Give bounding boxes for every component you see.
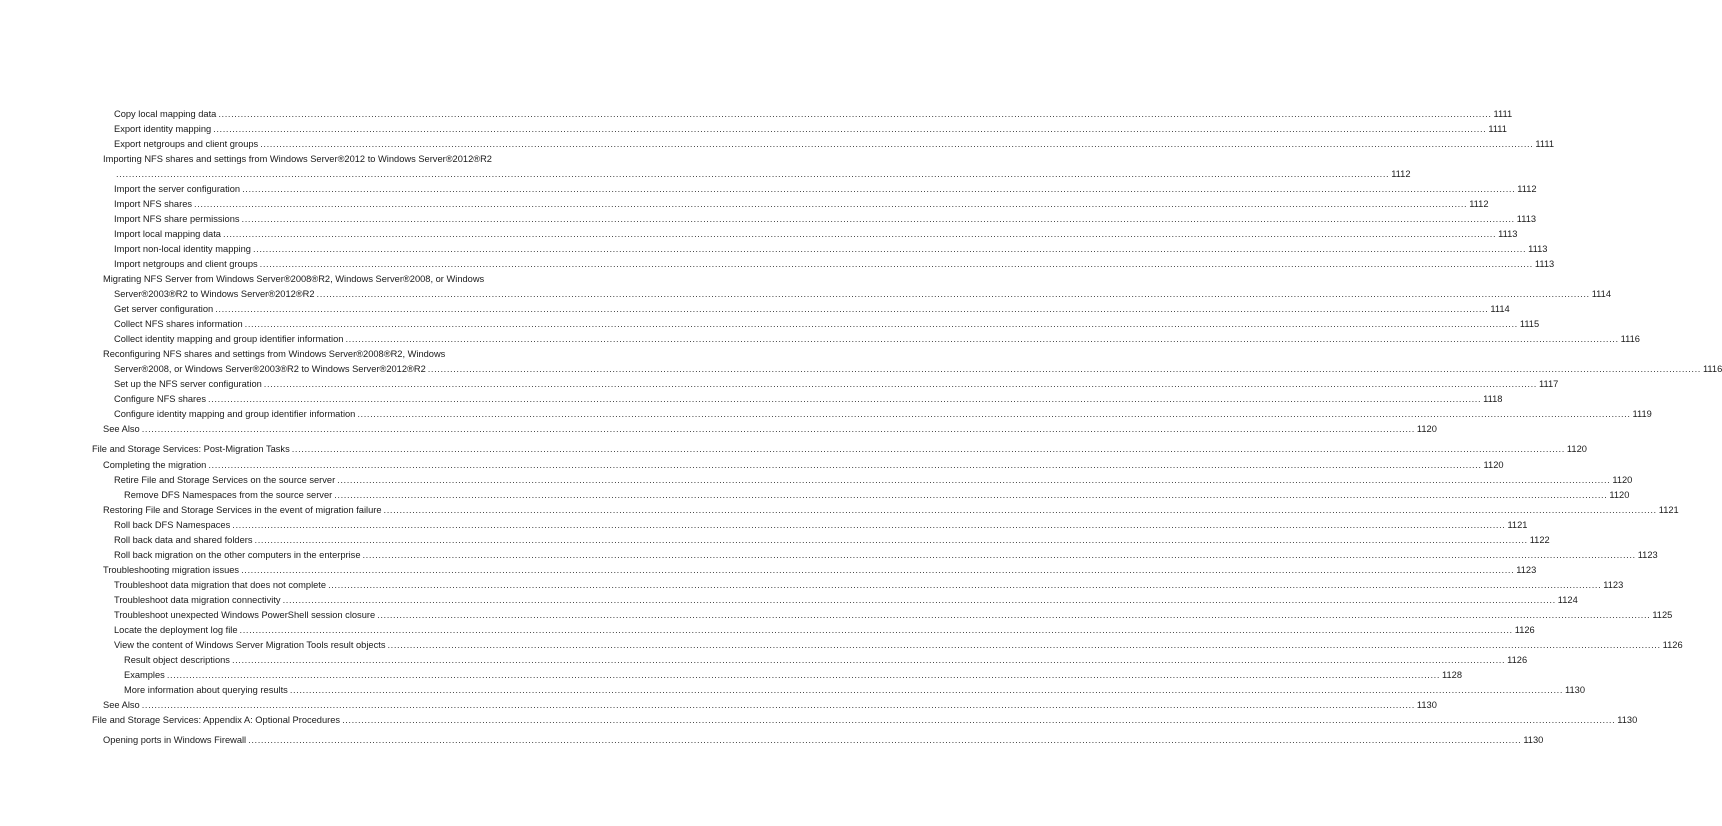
dot-leader: ................................................................................................................................................................................................................................................................................................................................................................................................................ bbox=[357, 409, 1631, 420]
dot-leader: ................................................................................................................................................................................................................................................................................................................................................................................................................ bbox=[289, 684, 1563, 695]
toc-entry-title: Import NFS shares bbox=[114, 199, 193, 210]
toc-page-number: 1121 bbox=[1658, 504, 1679, 515]
toc-page-number: 1113 bbox=[1534, 259, 1555, 270]
toc-entry[interactable] bbox=[103, 423, 1437, 436]
dot-leader: ................................................................................................................................................................................................................................................................................................................................................................................................................ bbox=[316, 289, 1590, 300]
dot-leader: ................................................................................................................................................................................................................................................................................................................................................................................................................ bbox=[141, 699, 1415, 710]
toc-entry-title: Set up the NFS server configuration bbox=[114, 379, 262, 390]
toc-entry-title: Opening ports in Windows Firewall bbox=[103, 734, 247, 745]
toc-entry[interactable] bbox=[92, 714, 1638, 727]
dot-leader: ................................................................................................................................................................................................................................................................................................................................................................................................................ bbox=[215, 304, 1489, 315]
toc-entry-title: Retire File and Storage Services on the source server bbox=[114, 474, 336, 485]
dot-leader: ................................................................................................................................................................................................................................................................................................................................................................................................................ bbox=[232, 519, 1506, 530]
toc-entry[interactable] bbox=[124, 669, 1463, 682]
toc-entry[interactable] bbox=[114, 549, 1658, 562]
toc-entry[interactable] bbox=[114, 318, 1540, 331]
toc-page-number: 1116 bbox=[1620, 334, 1640, 345]
toc-entry[interactable] bbox=[114, 228, 1518, 241]
toc-page-number: 1120 bbox=[1609, 489, 1630, 500]
toc-entry-title: Completing the migration bbox=[103, 459, 207, 470]
toc-entry[interactable] bbox=[114, 108, 1513, 121]
toc-entry-title: View the content of Windows Server Migration Tools result objects bbox=[114, 639, 386, 650]
toc-entry[interactable] bbox=[124, 684, 1585, 697]
toc-entry-title: See Also bbox=[103, 424, 140, 435]
dot-leader: ................................................................................................................................................................................................................................................................................................................................................................................................................ bbox=[252, 244, 1527, 255]
toc-entry[interactable] bbox=[103, 504, 1679, 517]
toc-entry-title: Server®2008, or Windows Server®2003®R2 to Windows Server®2012®R2 bbox=[114, 364, 426, 375]
toc-page-number: 1113 bbox=[1516, 214, 1537, 225]
toc-entry-title: Result object descriptions bbox=[124, 654, 230, 665]
toc-entry[interactable] bbox=[114, 138, 1555, 151]
toc-page-number: 1122 bbox=[1529, 534, 1550, 545]
dot-leader: ................................................................................................................................................................................................................................................................................................................................................................................................................ bbox=[222, 229, 1497, 240]
dot-leader: ................................................................................................................................................................................................................................................................................................................................................................................................................ bbox=[218, 109, 1492, 119]
toc-entry-title: Remove DFS Namespaces from the source server bbox=[124, 489, 333, 500]
toc-page-number: 1130 bbox=[1617, 714, 1638, 725]
dot-leader: ................................................................................................................................................................................................................................................................................................................................................................................................................ bbox=[377, 609, 1651, 620]
toc-entry-title: Configure NFS shares bbox=[114, 394, 206, 405]
dot-leader: ................................................................................................................................................................................................................................................................................................................................................................................................................ bbox=[166, 669, 1441, 680]
dot-leader: ................................................................................................................................................................................................................................................................................................................................................................................................................ bbox=[337, 474, 1611, 485]
toc-entry[interactable] bbox=[114, 534, 1550, 547]
toc-entry[interactable] bbox=[114, 579, 1624, 592]
toc-page-number: 1111 bbox=[1535, 139, 1555, 149]
toc-entry-title: Import non-local identity mapping bbox=[114, 244, 251, 255]
toc-entry-title: Restoring File and Storage Services in the event of migration failure bbox=[103, 504, 382, 515]
dot-leader: ................................................................................................................................................................................................................................................................................................................................................................................................................ bbox=[260, 139, 1534, 149]
toc-page-number: 1120 bbox=[1566, 444, 1587, 455]
toc-entry-title: Migrating NFS Server from Windows Server®2008®R2, Windows Server®2008, or Windows bbox=[103, 274, 485, 285]
toc-page-number: 1114 bbox=[1490, 304, 1510, 315]
dot-leader: ................................................................................................................................................................................................................................................................................................................................................................................................................ bbox=[345, 334, 1619, 345]
toc-entry-title: Troubleshoot data migration connectivity bbox=[114, 594, 281, 605]
toc-entry[interactable] bbox=[114, 609, 1673, 622]
dot-leader: ................................................................................................................................................................................................................................................................................................................................................................................................................ bbox=[328, 579, 1602, 590]
toc-entry[interactable] bbox=[103, 273, 544, 286]
dot-leader: ................................................................................................................................................................................................................................................................................................................................................................................................................ bbox=[242, 184, 1516, 195]
toc-entry[interactable] bbox=[114, 288, 1612, 301]
toc-entry[interactable] bbox=[114, 624, 1535, 637]
dot-leader: ................................................................................................................................................................................................................................................................................................................................................................................................................ bbox=[194, 199, 1468, 210]
toc-entry-title: See Also bbox=[103, 699, 140, 710]
toc-entry-title: Roll back DFS Namespaces bbox=[114, 519, 231, 530]
toc-entry[interactable] bbox=[103, 564, 1537, 577]
dot-leader: ................................................................................................................................................................................................................................................................................................................................................................................................................ bbox=[291, 444, 1565, 455]
dot-leader: ................................................................................................................................................................................................................................................................................................................................................................................................................ bbox=[248, 734, 1522, 745]
toc-entry[interactable] bbox=[114, 168, 1411, 181]
toc-entry[interactable] bbox=[114, 378, 1559, 391]
dot-leader: ................................................................................................................................................................................................................................................................................................................................................................................................................ bbox=[231, 654, 1506, 665]
toc-entry-title: Troubleshooting migration issues bbox=[103, 564, 240, 575]
toc-entry-title: Import the server configuration bbox=[114, 184, 241, 195]
toc-page-number: 1117 bbox=[1538, 379, 1559, 390]
dot-leader: ................................................................................................................................................................................................................................................................................................................................................................................................................ bbox=[282, 594, 1556, 605]
toc-page-number: 1119 bbox=[1632, 409, 1652, 420]
toc-page-number: 1118 bbox=[1483, 394, 1503, 405]
toc-page-number: 1130 bbox=[1565, 684, 1585, 695]
toc-entry-title: Import netgroups and client groups bbox=[114, 259, 258, 270]
toc-entry-title: File and Storage Services: Post-Migration Tasks bbox=[92, 444, 290, 455]
toc-page-number: 1111 bbox=[1488, 124, 1507, 134]
toc-entry[interactable] bbox=[114, 243, 1548, 256]
dot-leader: ................................................................................................................................................................................................................................................................................................................................................................................................................ bbox=[263, 379, 1537, 390]
dot-leader: ................................................................................................................................................................................................................................................................................................................................................................................................................ bbox=[334, 489, 1608, 500]
dot-leader: ................................................................................................................................................................................................................................................................................................................................................................................................................ bbox=[427, 364, 1701, 375]
toc-entry[interactable] bbox=[124, 654, 1528, 667]
toc-page-number: 1120 bbox=[1612, 474, 1633, 485]
toc-entry-title: Troubleshoot data migration that does not complete bbox=[114, 579, 327, 590]
dot-leader: ................................................................................................................................................................................................................................................................................................................................................................................................................ bbox=[259, 259, 1533, 270]
dot-leader: ................................................................................................................................................................................................................................................................................................................................................................................................................ bbox=[383, 504, 1657, 515]
toc-entry-title: More information about querying results bbox=[124, 684, 288, 695]
toc-entry[interactable] bbox=[114, 594, 1578, 607]
toc-entry[interactable] bbox=[114, 519, 1528, 532]
toc-entry-title: Import local mapping data bbox=[114, 229, 221, 240]
toc-page-number: 1112 bbox=[1469, 199, 1489, 210]
toc-entry-title: Export identity mapping bbox=[114, 124, 212, 134]
dot-leader: ................................................................................................................................................................................................................................................................................................................................................................................................................ bbox=[207, 394, 1482, 405]
toc-entry[interactable] bbox=[114, 333, 1640, 346]
toc-entry[interactable] bbox=[114, 123, 1507, 136]
toc-page-number: 1125 bbox=[1652, 609, 1673, 620]
toc-page-number: 1112 bbox=[1391, 169, 1411, 180]
toc-page-number: 1128 bbox=[1442, 669, 1463, 680]
toc-entry-title: Troubleshoot unexpected Windows PowerShell session closure bbox=[114, 609, 376, 620]
toc-entry-title: File and Storage Services: Appendix A: Optional Procedures bbox=[92, 714, 341, 725]
toc-entry-title: Copy local mapping data bbox=[114, 109, 217, 119]
toc-page-number: 1123 bbox=[1637, 549, 1658, 560]
dot-leader: ................................................................................................................................................................................................................................................................................................................................................................................................................ bbox=[342, 714, 1616, 725]
dot-leader: ................................................................................................................................................................................................................................................................................................................................................................................................................ bbox=[141, 424, 1415, 435]
toc-entry-title: Roll back migration on the other computers in the enterprise bbox=[114, 549, 361, 560]
toc-entry[interactable] bbox=[124, 489, 1630, 502]
toc-entry[interactable] bbox=[114, 639, 1683, 652]
dot-leader: ................................................................................................................................................................................................................................................................................................................................................................................................................ bbox=[116, 169, 1390, 180]
toc-page-number: 1120 bbox=[1416, 424, 1437, 435]
toc-entry-title: Collect NFS shares information bbox=[114, 319, 243, 330]
toc-entry-title: Roll back data and shared folders bbox=[114, 534, 253, 545]
dot-leader: ................................................................................................................................................................................................................................................................................................................................................................................................................ bbox=[387, 639, 1661, 650]
toc-entry-title: Export netgroups and client groups bbox=[114, 139, 259, 149]
toc-entry[interactable] bbox=[114, 474, 1633, 487]
toc-entry-title: Importing NFS shares and settings from Windows Server®2012 to Windows Server®2012®R2 bbox=[103, 154, 492, 165]
toc-entry-title: Collect identity mapping and group identifier information bbox=[114, 334, 344, 345]
toc-page-number: 1123 bbox=[1603, 579, 1624, 590]
toc-page-number: 1124 bbox=[1557, 594, 1578, 605]
dot-leader: ................................................................................................................................................................................................................................................................................................................................................................................................................ bbox=[208, 459, 1482, 470]
toc-entry[interactable] bbox=[103, 734, 1544, 747]
toc-entry[interactable] bbox=[103, 459, 1504, 472]
toc-entry-title: Locate the deployment log file bbox=[114, 624, 238, 635]
toc-entry-title: Examples bbox=[124, 669, 165, 680]
dot-leader: ................................................................................................................................................................................................................................................................................................................................................................................................................ bbox=[241, 214, 1515, 225]
toc-page-number: 1112 bbox=[1517, 184, 1537, 195]
toc-entry-title: Server®2003®R2 to Windows Server®2012®R2 bbox=[114, 289, 315, 300]
toc-entry[interactable] bbox=[114, 393, 1503, 406]
toc-page-number: 1130 bbox=[1523, 734, 1544, 745]
toc-entry-title: Reconfiguring NFS shares and settings from Windows Server®2008®R2, Windows bbox=[103, 349, 446, 360]
toc-page-number: 1116 bbox=[1702, 364, 1722, 375]
toc-entry[interactable] bbox=[114, 303, 1510, 316]
toc-entry[interactable] bbox=[103, 699, 1437, 712]
toc-entry[interactable] bbox=[114, 183, 1537, 196]
toc-entry[interactable] bbox=[103, 348, 544, 361]
dot-leader: ................................................................................................................................................................................................................................................................................................................................................................................................................ bbox=[362, 549, 1636, 560]
toc-page-number: 1121 bbox=[1507, 519, 1528, 530]
toc-entry-title: Configure identity mapping and group identifier information bbox=[114, 409, 356, 420]
dot-leader: ................................................................................................................................................................................................................................................................................................................................................................................................................ bbox=[254, 534, 1528, 545]
dot-leader: ................................................................................................................................................................................................................................................................................................................................................................................................................ bbox=[241, 564, 1515, 575]
toc-page-number: 1126 bbox=[1507, 654, 1528, 665]
toc-entry[interactable] bbox=[114, 198, 1489, 211]
toc-entry[interactable] bbox=[114, 258, 1555, 271]
dot-leader: ................................................................................................................................................................................................................................................................................................................................................................................................................ bbox=[213, 124, 1487, 134]
toc-entry[interactable] bbox=[92, 443, 1587, 456]
toc-entry[interactable] bbox=[103, 153, 544, 166]
toc-entry[interactable] bbox=[114, 408, 1652, 421]
toc-page-number: 1113 bbox=[1528, 244, 1548, 255]
toc-page-number: 1123 bbox=[1516, 564, 1537, 575]
toc-entry[interactable] bbox=[114, 363, 1722, 376]
toc-page-number: 1120 bbox=[1483, 459, 1504, 470]
toc-page-number: 1126 bbox=[1514, 624, 1535, 635]
toc-page-number: 1113 bbox=[1498, 229, 1518, 240]
toc-page-number: 1114 bbox=[1591, 289, 1612, 300]
dot-leader: ................................................................................................................................................................................................................................................................................................................................................................................................................ bbox=[239, 624, 1513, 635]
toc-entry-title: Import NFS share permissions bbox=[114, 214, 240, 225]
toc-entry-title: Get server configuration bbox=[114, 304, 214, 315]
toc-page-number: 1130 bbox=[1416, 699, 1437, 710]
toc-page-number: 1115 bbox=[1519, 319, 1540, 330]
toc-page-number: 1126 bbox=[1662, 639, 1683, 650]
dot-leader: ................................................................................................................................................................................................................................................................................................................................................................................................................ bbox=[244, 319, 1518, 330]
toc-page-number: 1111 bbox=[1493, 109, 1513, 119]
toc-entry[interactable] bbox=[114, 213, 1537, 226]
